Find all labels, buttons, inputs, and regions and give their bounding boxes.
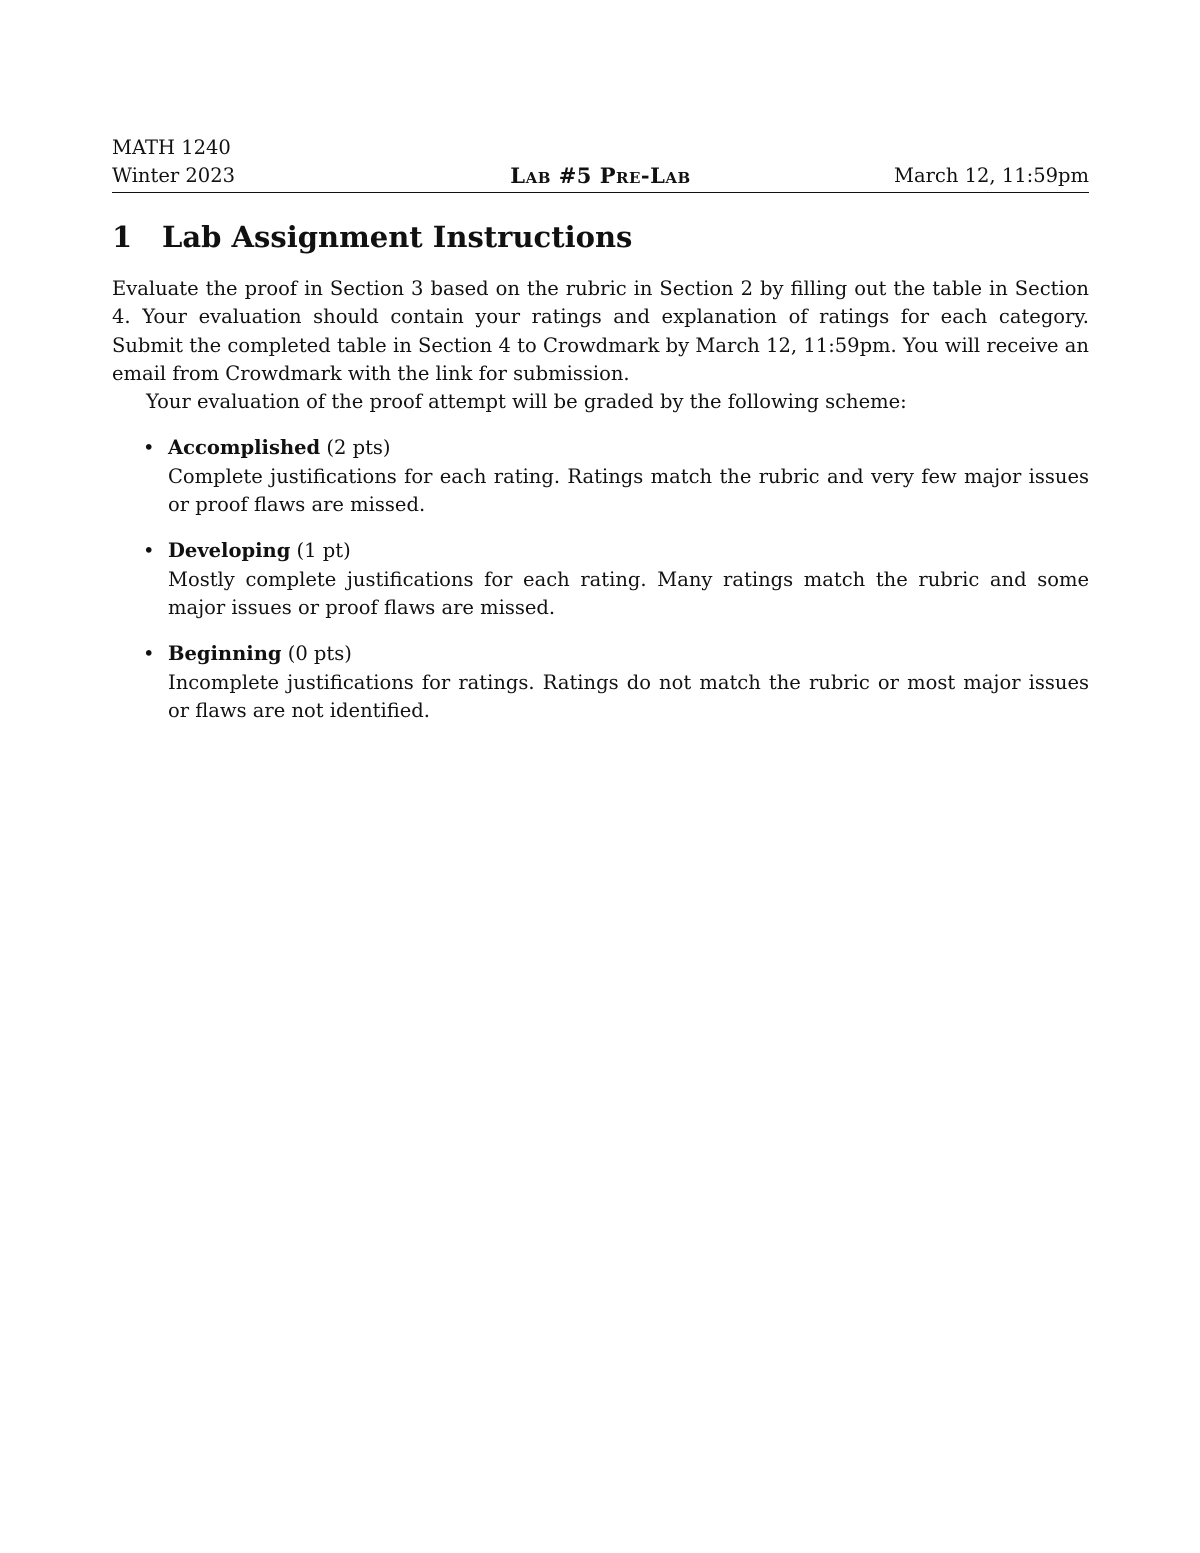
intro-paragraph: Evaluate the proof in Section 3 based on the rubric in Section 2 by filling out the table in Section 4. Your evaluation should contain your ratings and explanation of ratings for each category. Submit the completed table in Section 4 to Crowdmark by March 12, 11:59pm. You will receive an email from Crowdmark with the link for submission. xyxy=(112,277,1089,385)
bullet-icon: • xyxy=(143,642,155,666)
page-header xyxy=(112,132,1089,193)
level-points: (0 pts) xyxy=(287,642,352,666)
bullet-icon: • xyxy=(143,436,155,460)
document-title: Lab #5 Pre-Lab xyxy=(510,163,691,188)
bullet-icon: • xyxy=(143,539,155,563)
scheme-item-heading xyxy=(168,640,1089,668)
level-points: (2 pts) xyxy=(326,436,391,460)
course-term: Winter 2023 xyxy=(112,164,236,187)
level-name: Beginning xyxy=(168,642,282,666)
scheme-item-accomplished xyxy=(112,434,1089,519)
scheme-item-heading xyxy=(168,434,1089,462)
level-name: Accomplished xyxy=(168,436,321,460)
level-points: (1 pt) xyxy=(296,539,351,563)
scheme-item-heading xyxy=(168,537,1089,565)
document-page xyxy=(112,132,1089,743)
level-name: Developing xyxy=(168,539,291,563)
due-date: March 12, 11:59pm xyxy=(894,164,1089,187)
level-description: Mostly complete justifications for each rating. Many ratings match the rubric and some major issues or proof flaws are missed. xyxy=(168,567,1089,619)
scheme-item-developing xyxy=(112,537,1089,622)
section-heading xyxy=(112,217,1089,257)
grading-scheme-list xyxy=(112,434,1089,725)
scheme-item-beginning xyxy=(112,640,1089,725)
section-title: Lab Assignment Instructions xyxy=(162,220,633,254)
scheme-intro-paragraph: Your evaluation of the proof attempt will be graded by the following scheme: xyxy=(146,390,907,414)
level-description: Complete justifications for each rating. Ratings match the rubric and very few major issues or proof flaws are missed. xyxy=(168,464,1089,517)
course-code: MATH 1240 xyxy=(112,136,231,159)
level-description: Incomplete justifications for ratings. Ratings do not match the rubric or most major issues or flaws are not identified. xyxy=(168,670,1089,722)
section-number: 1 xyxy=(112,220,133,254)
